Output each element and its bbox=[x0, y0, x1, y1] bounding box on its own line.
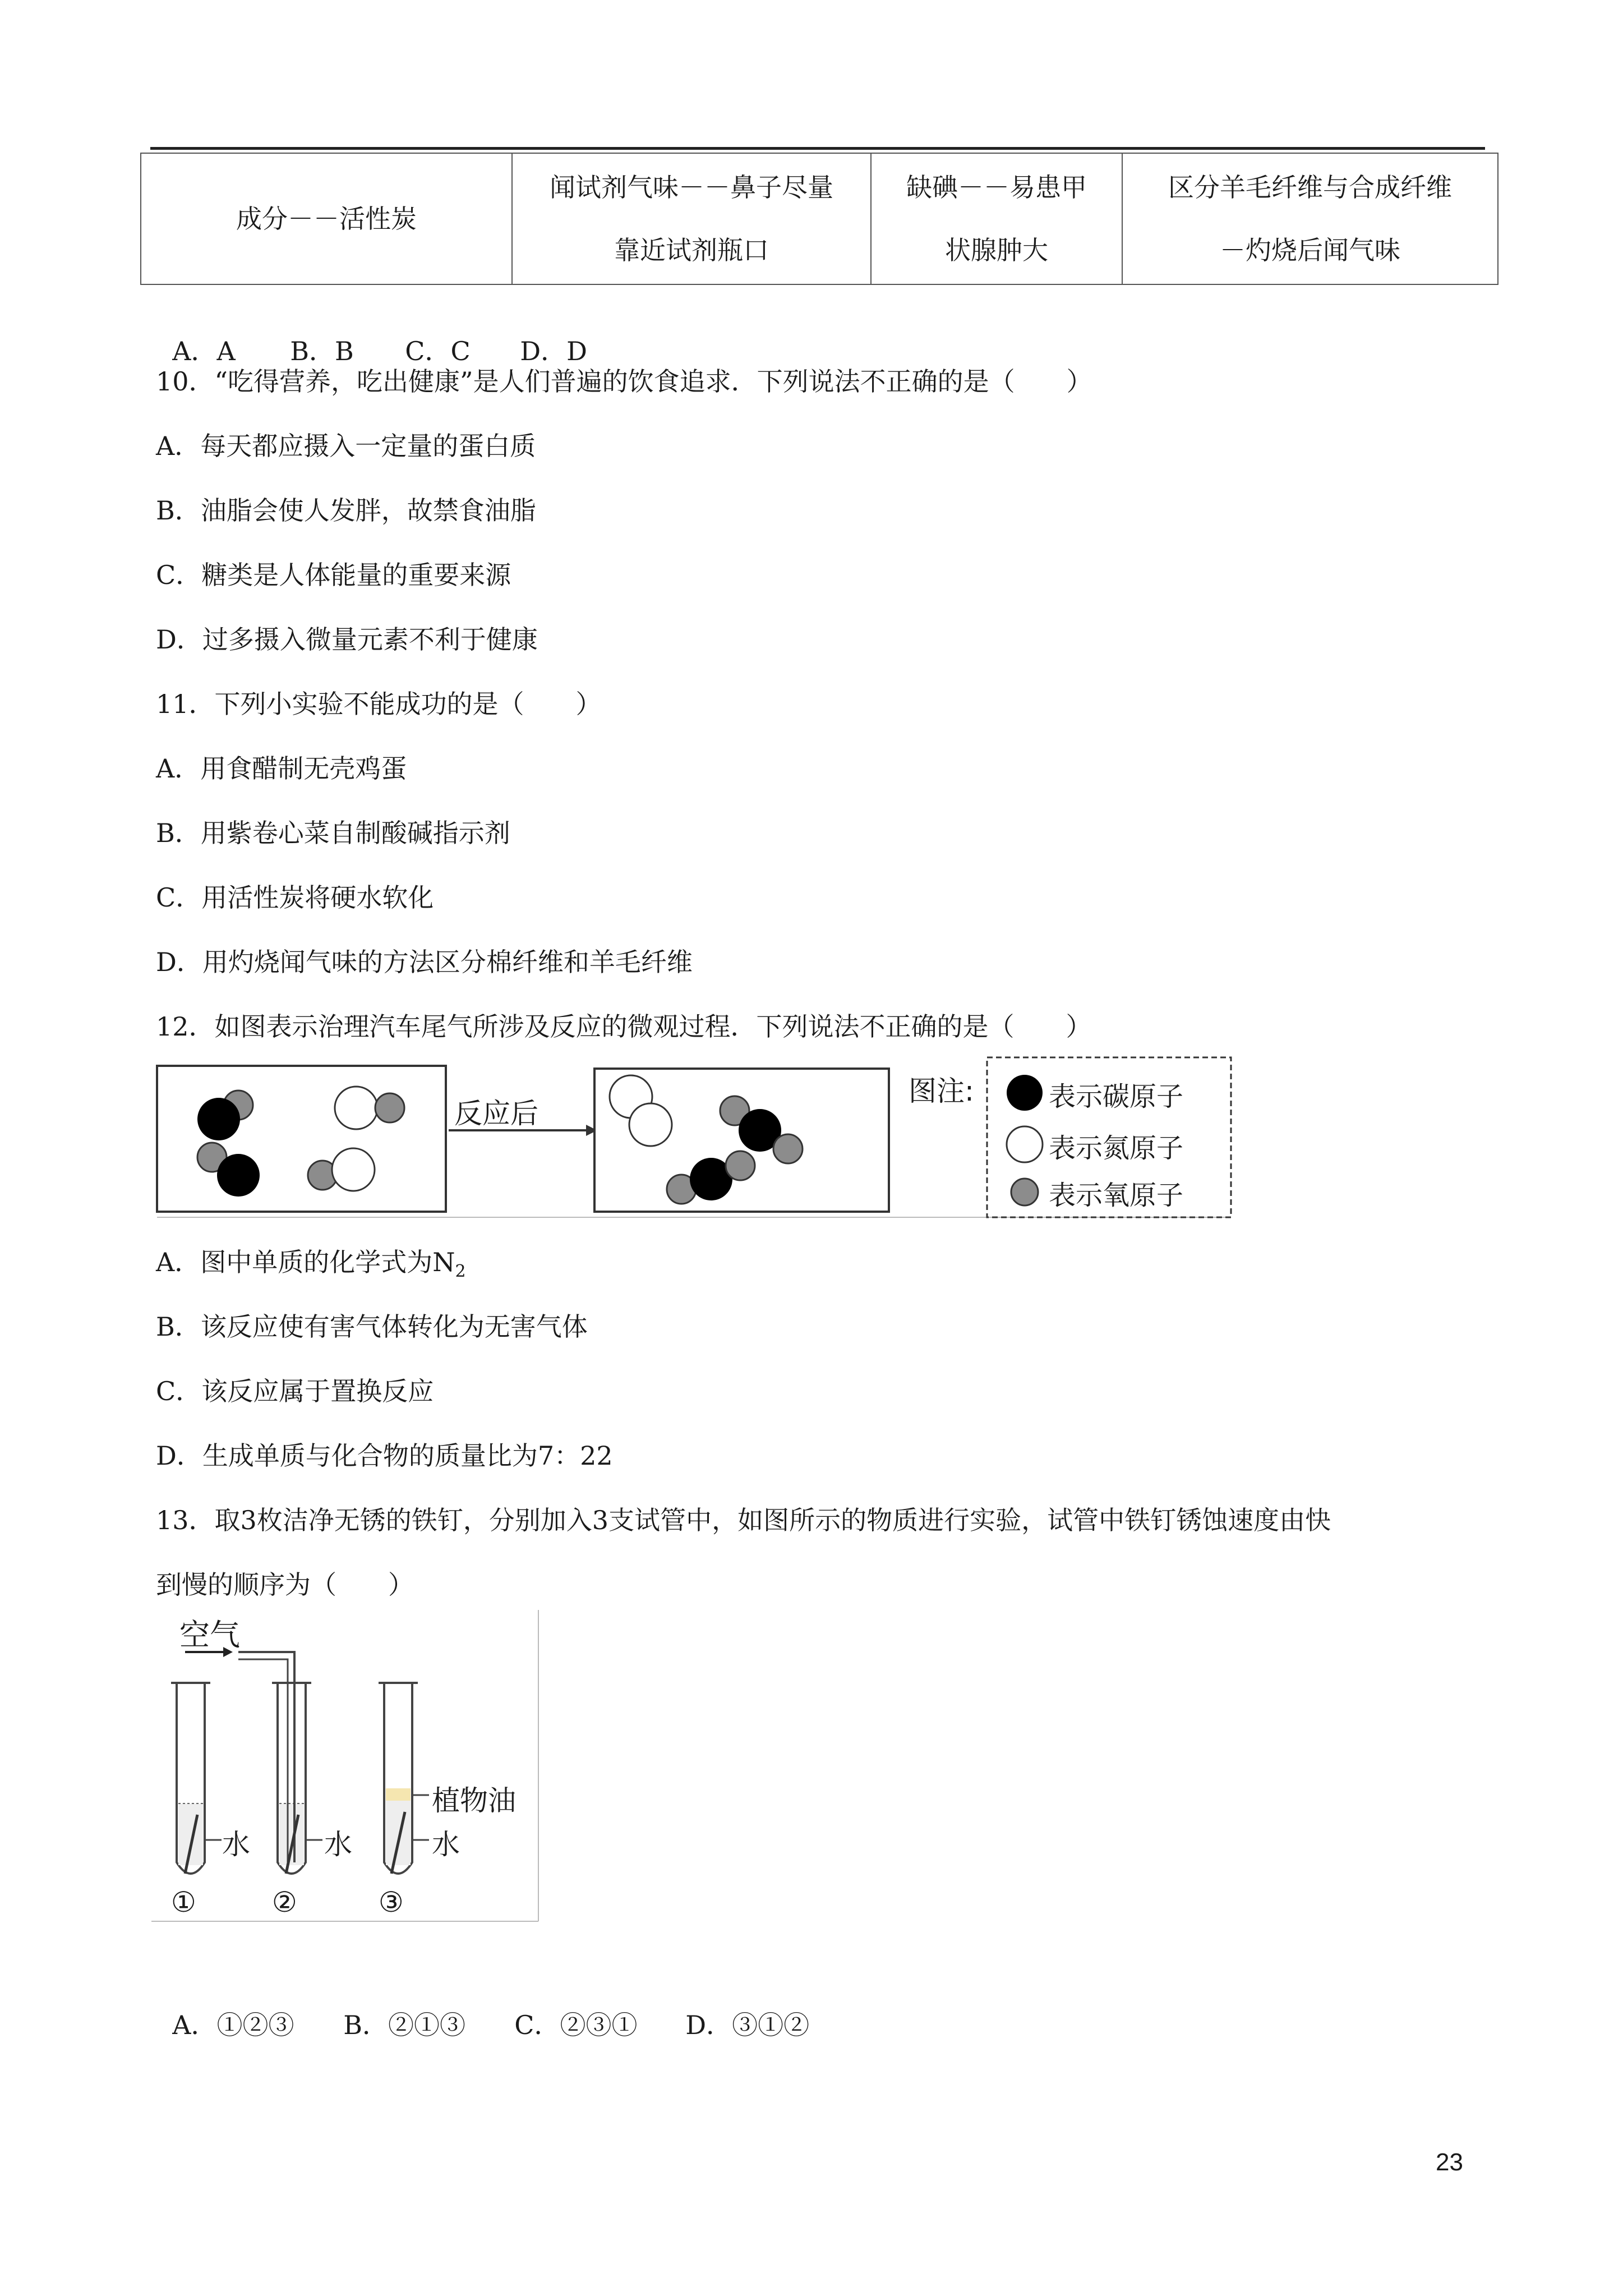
q13-options bbox=[156, 1975, 809, 2042]
q10-option-c[interactable]: C．糖类是人体能量的重要来源 bbox=[156, 560, 511, 590]
carbon-atom bbox=[217, 1154, 260, 1197]
q11-option-b[interactable]: B．用紫卷心菜自制酸碱指示剂 bbox=[156, 818, 510, 848]
q11-option-c[interactable]: C．用活性炭将硬水软化 bbox=[156, 882, 434, 913]
option[interactable]: C．②③① bbox=[514, 2010, 638, 2040]
q9-options-table bbox=[140, 153, 1498, 285]
oil-layer bbox=[386, 1788, 411, 1801]
q11-option-d[interactable]: D．用灼烧闻气味的方法区分棉纤维和羊毛纤维 bbox=[156, 947, 693, 977]
q10-option-d[interactable]: D．过多摄入微量元素不利于健康 bbox=[156, 624, 538, 655]
q10-stem: 10．“吃得营养，吃出健康”是人们普遍的饮食追求．下列说法不正确的是（ ） bbox=[156, 366, 1092, 397]
q13-stem-line1: 13．取3枚洁净无锈的铁钉，分别加入3支试管中，如图所示的物质进行实验，试管中铁钉锈蚀速度由快 bbox=[156, 1505, 1331, 1535]
cell-line: 成分－－活性炭 bbox=[236, 204, 417, 234]
water-1 bbox=[178, 1803, 203, 1865]
q10-option-a[interactable]: A．每天都应摄入一定量的蛋白质 bbox=[156, 431, 536, 461]
q11-stem: 11．下列小实验不能成功的是（ ） bbox=[156, 689, 602, 719]
q13-stem-line2: 到慢的顺序为（ ） bbox=[156, 1570, 414, 1600]
q12-stem: 12．如图表示治理汽车尾气所涉及反应的微观过程．下列说法不正确的是（ ） bbox=[156, 1011, 1092, 1042]
oxygen-atom bbox=[726, 1151, 755, 1180]
q9-options bbox=[156, 301, 587, 368]
legend-nitrogen-label: 表示氮原子 bbox=[1049, 1133, 1184, 1164]
carbon-atom bbox=[197, 1098, 240, 1140]
water-2 bbox=[279, 1803, 304, 1865]
q12-option-a[interactable] bbox=[156, 1245, 466, 1289]
air-label: 空气 bbox=[179, 1617, 240, 1653]
cell-line: 靠近试剂瓶口 bbox=[614, 235, 769, 265]
tube-number-3: ③ bbox=[379, 1886, 404, 1918]
cell-line: 缺碘－－易患甲 bbox=[906, 172, 1087, 203]
water-3 bbox=[386, 1801, 411, 1865]
carbon-legend-swatch bbox=[1007, 1075, 1043, 1111]
option[interactable]: A．A bbox=[172, 336, 236, 366]
q12-option-c[interactable]: C．该反应属于置换反应 bbox=[156, 1376, 434, 1406]
table-cell-b bbox=[512, 153, 871, 284]
option[interactable]: D．D bbox=[520, 336, 588, 366]
table-cell-a bbox=[141, 153, 512, 284]
cell-line: 闻试剂气味－－鼻子尽量 bbox=[550, 172, 833, 203]
cell-line: 状腺肿大 bbox=[945, 235, 1048, 265]
tube-number-2: ② bbox=[272, 1886, 297, 1918]
q12-option-b[interactable]: B．该反应使有害气体转化为无害气体 bbox=[156, 1312, 588, 1342]
nitrogen-legend-swatch bbox=[1007, 1126, 1043, 1162]
nitrogen-atom bbox=[629, 1103, 672, 1146]
oxygen-atom bbox=[375, 1093, 404, 1122]
water-label-3: 水 bbox=[432, 1828, 460, 1861]
option[interactable]: C．C bbox=[405, 336, 471, 366]
cell-line: 区分羊毛纤维与合成纤维 bbox=[1168, 172, 1452, 203]
table-cell-d bbox=[1122, 153, 1498, 284]
page-number: 23 bbox=[1436, 2148, 1463, 2176]
reactants-box bbox=[157, 1066, 446, 1212]
q11-option-a[interactable]: A．用食醋制无壳鸡蛋 bbox=[156, 753, 407, 784]
cell-line: －灼烧后闻气味 bbox=[1220, 235, 1400, 265]
q10-option-b[interactable]: B．油脂会使人发胖，故禁食油脂 bbox=[156, 495, 536, 526]
option[interactable]: B．②①③ bbox=[343, 2010, 466, 2040]
option[interactable]: A．①②③ bbox=[172, 2010, 294, 2040]
water-label-2: 水 bbox=[324, 1828, 352, 1861]
oil-label: 植物油 bbox=[432, 1784, 516, 1817]
subscript: 2 bbox=[455, 1262, 466, 1282]
oxygen-legend-swatch bbox=[1011, 1179, 1038, 1205]
legend-oxygen-label: 表示氧原子 bbox=[1049, 1180, 1184, 1211]
nitrogen-atom bbox=[335, 1087, 377, 1129]
table-cell-c bbox=[871, 153, 1122, 284]
option[interactable]: D．③①② bbox=[685, 2010, 810, 2040]
option-text: A．图中单质的化学式为N bbox=[156, 1247, 455, 1277]
nitrogen-atom bbox=[332, 1148, 375, 1191]
option[interactable]: B．B bbox=[290, 336, 354, 366]
test-tube-diagram bbox=[151, 1610, 544, 1924]
oxygen-atom bbox=[773, 1134, 803, 1163]
water-label-1: 水 bbox=[222, 1828, 250, 1861]
legend-title: 图注: bbox=[909, 1075, 974, 1107]
arrow-label: 反应后 bbox=[454, 1097, 538, 1130]
tube-number-1: ① bbox=[171, 1886, 196, 1918]
top-rule bbox=[150, 147, 1485, 150]
legend-carbon-label: 表示碳原子 bbox=[1049, 1081, 1184, 1112]
q12-option-d[interactable]: D．生成单质与化合物的质量比为7：22 bbox=[156, 1441, 613, 1471]
